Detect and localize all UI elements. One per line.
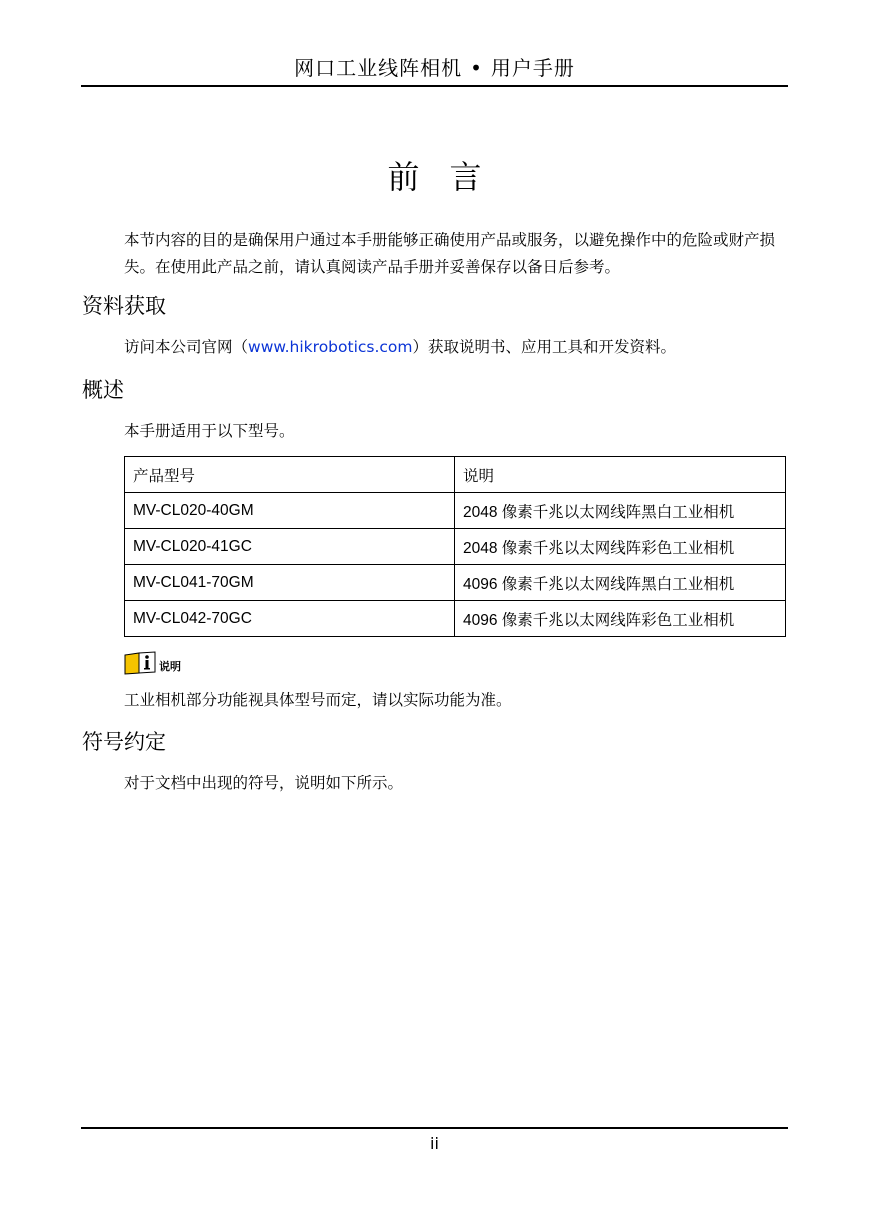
table-cell-description: 2048 像素千兆以太网线阵黑白工业相机 — [455, 493, 786, 529]
website-link[interactable]: www.hikrobotics.com — [248, 338, 413, 356]
header-rule — [81, 85, 788, 87]
page-number: ii — [430, 1134, 439, 1153]
table-cell-model: MV-CL020-41GC — [125, 529, 455, 565]
materials-text-after: ）获取说明书、应用工具和开发资料。 — [412, 338, 677, 356]
table-header-model: 产品型号 — [125, 457, 455, 493]
symbols-paragraph: 对于文档中出现的符号，说明如下所示。 — [124, 774, 404, 792]
table-cell-model: MV-CL042-70GC — [125, 601, 455, 637]
table-row — [125, 565, 786, 601]
note-callout — [124, 651, 181, 675]
table-cell-description: 4096 像素千兆以太网线阵黑白工业相机 — [455, 565, 786, 601]
materials-text-before: 访问本公司官网（ — [124, 338, 249, 356]
heading-overview: 概述 — [82, 378, 124, 402]
footer-rule — [81, 1127, 788, 1129]
intro-paragraph: 本节内容的目的是确保用户通过本手册能够正确使用产品或服务，以避免操作中的危险或财产损失。在使用此产品之前，请认真阅读产品手册并妥善保存以备日后参考。 — [124, 231, 776, 276]
table-cell-model: MV-CL041-70GM — [125, 565, 455, 601]
table-row — [125, 529, 786, 565]
table-cell-description: 2048 像素千兆以太网线阵彩色工业相机 — [455, 529, 786, 565]
table-header-row — [125, 457, 786, 493]
running-header — [81, 54, 788, 82]
materials-paragraph — [124, 334, 784, 361]
overview-paragraph: 本手册适用于以下型号。 — [124, 422, 295, 440]
table-cell-description: 4096 像素千兆以太网线阵彩色工业相机 — [455, 601, 786, 637]
heading-materials: 资料获取 — [82, 294, 166, 318]
info-book-icon — [124, 651, 156, 675]
header-product: 网口工业线阵相机 — [294, 56, 463, 80]
table-row — [125, 493, 786, 529]
heading-symbols: 符号约定 — [82, 730, 166, 754]
model-table — [124, 456, 786, 637]
table-header-description: 说明 — [455, 457, 786, 493]
note-label: 说明 — [159, 660, 181, 673]
header-separator: • — [470, 56, 483, 80]
table-cell-model: MV-CL020-40GM — [125, 493, 455, 529]
note-paragraph: 工业相机部分功能视具体型号而定，请以实际功能为准。 — [124, 691, 512, 709]
page-title: 前言 — [387, 158, 512, 196]
header-doc-type: 用户手册 — [490, 56, 575, 80]
table-row — [125, 601, 786, 637]
